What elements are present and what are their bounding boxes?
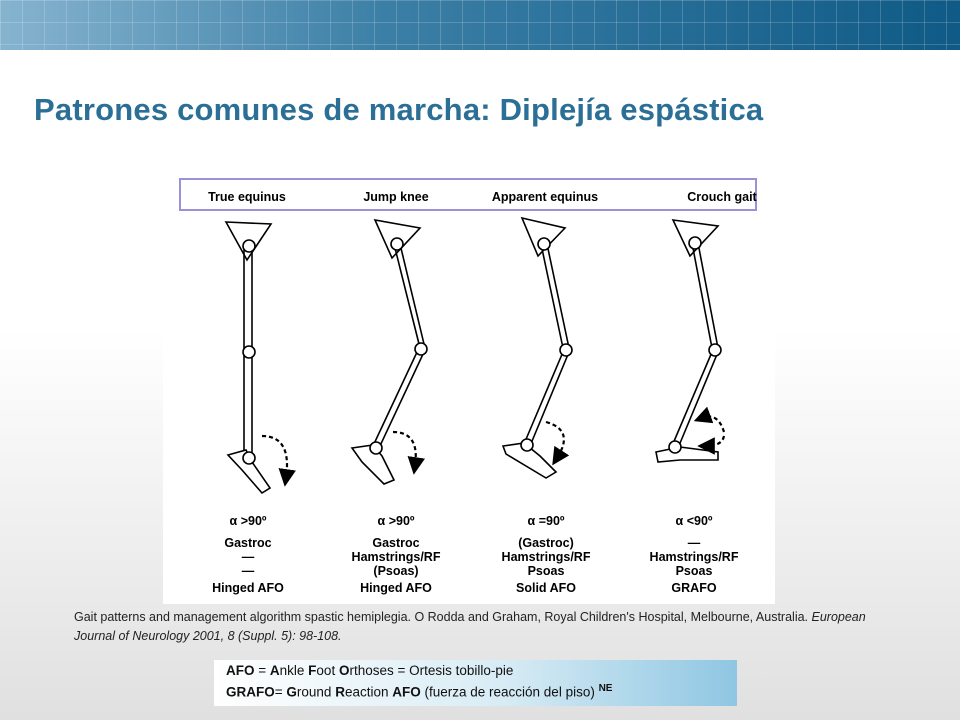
hip-joint [243, 240, 255, 252]
rotation-arrow [393, 432, 416, 466]
column-heading-jump-knee: Jump knee [363, 190, 429, 204]
orthosis-jump-knee: Hinged AFO [360, 581, 432, 595]
orthosis-crouch-gait: GRAFO [671, 581, 717, 595]
ankle-joint [669, 441, 681, 453]
abbreviation-box [214, 660, 737, 706]
slide-title: Patrones comunes de marcha: Diplejía espástica [34, 92, 764, 127]
hip-joint [689, 237, 701, 249]
caption-text: Gait patterns and management algorithm spastic hemiplegia. O Rodda and Graham, Royal Children's Hospital, Melbourne, Australia. [74, 610, 809, 624]
muscle-apparent-equinus-2: Hamstrings/RF [501, 550, 591, 564]
muscle-true-equinus-2: — [241, 550, 255, 564]
ankle-joint [243, 452, 255, 464]
muscle-jump-knee-3: (Psoas) [373, 564, 419, 578]
muscle-jump-knee-1: Gastroc [372, 536, 420, 550]
leg-jump-knee [352, 220, 427, 484]
knee-joint [709, 344, 721, 356]
muscle-apparent-equinus-1: (Gastroc) [518, 536, 574, 550]
leg-crouch-gait [656, 220, 724, 462]
rotation-arrow [546, 422, 564, 458]
muscle-true-equinus-1: Gastroc [224, 536, 272, 550]
angle-crouch-gait: α <90º [675, 514, 713, 528]
caption-reference: European Journal of Neurology 2001, 8 (Suppl. 5): 98-108. [74, 610, 866, 643]
orthosis-true-equinus: Hinged AFO [212, 581, 284, 595]
leg-true-equinus [226, 222, 287, 493]
ne-superscript: NE [598, 683, 613, 694]
foot [656, 447, 718, 462]
angle-true-equinus: α >90º [229, 514, 267, 528]
orthosis-apparent-equinus: Solid AFO [516, 581, 576, 595]
angle-apparent-equinus: α =90º [527, 514, 565, 528]
muscle-jump-knee-2: Hamstrings/RF [351, 550, 441, 564]
ankle-joint [521, 439, 533, 451]
rotation-arrow-lower [706, 436, 724, 446]
hip-joint [538, 238, 550, 250]
figure-caption [74, 608, 884, 646]
hip-joint [391, 238, 403, 250]
column-heading-true-equinus: True equinus [208, 190, 286, 204]
knee-joint [415, 343, 427, 355]
rotation-arrow-upper [702, 417, 724, 432]
knee-joint [560, 344, 572, 356]
afo-definition: AFO = Ankle Foot Orthoses = Ortesis tobillo-pie [226, 663, 514, 678]
angle-jump-knee: α >90º [377, 514, 415, 528]
muscle-crouch-gait-3: Psoas [675, 564, 713, 578]
column-heading-apparent-equinus: Apparent equinus [491, 190, 599, 204]
muscle-true-equinus-3: — [241, 564, 255, 578]
grafo-definition: GRAFO= Ground Reaction AFO (fuerza de reacción del piso) $^{NE}$ [226, 683, 613, 700]
ankle-joint [370, 442, 382, 454]
knee-joint [243, 346, 255, 358]
column-heading-crouch-gait: Crouch gait [687, 190, 757, 204]
leg-apparent-equinus [503, 218, 572, 478]
muscle-apparent-equinus-3: Psoas [527, 564, 565, 578]
muscle-crouch-gait-1: — [687, 536, 701, 550]
rotation-arrow [262, 436, 287, 478]
muscle-crouch-gait-2: Hamstrings/RF [649, 550, 739, 564]
